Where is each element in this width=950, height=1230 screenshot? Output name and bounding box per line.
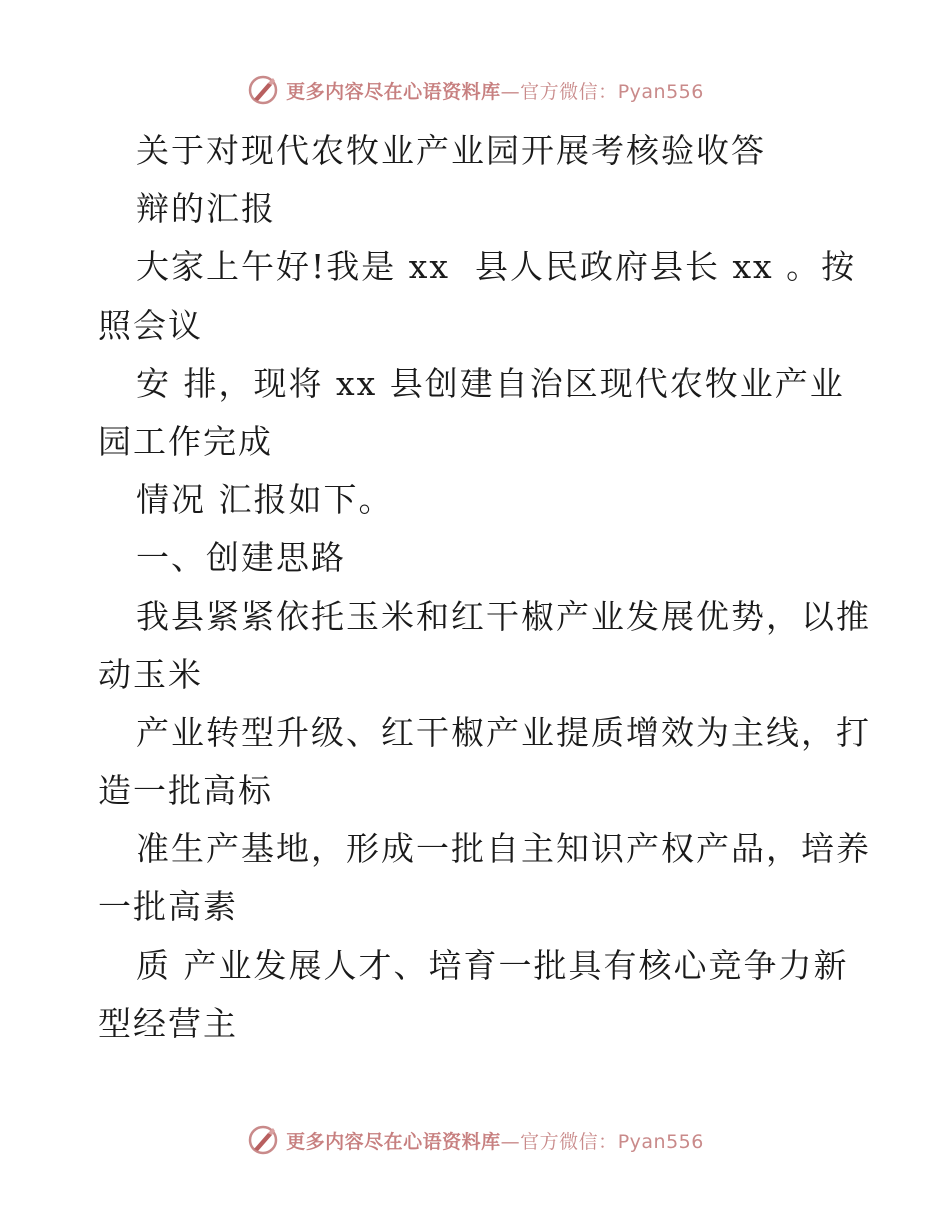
document-line: 动玉米 [98,654,203,694]
watermark-id: Pyan556 [617,1130,704,1153]
document-line: 质 产业发展人才、培育一批具有核心竞争力新 [136,945,849,985]
watermark-id: Pyan556 [617,80,704,103]
watermark-main: 更多内容尽在心语资料库 [286,1130,501,1153]
document-line: 园工作完成 [98,421,273,461]
header-watermark [0,70,950,110]
document-line: 安 排，现将 xx 县创建自治区现代农牧业产业 [136,363,845,403]
document-line: 大家上午好!我是 xx 县人民政府县长 xx 。按 [136,247,857,287]
watermark-label: 官方微信： [520,1130,618,1153]
pen-logo-icon [246,73,280,107]
watermark-text [286,1127,704,1154]
document-line: 准生产基地，形成一批自主知识产权产品，培养 [136,829,871,869]
document-line: 一批高素 [98,887,238,927]
watermark-separator: — [500,1130,521,1153]
watermark-separator: — [500,80,521,103]
pen-logo-icon [246,1123,280,1157]
document-line: 产业转型升级、红干椒产业提质增效为主线，打 [136,712,871,752]
document-line: 型经营主 [98,1003,238,1043]
document-line: 辩的汇报 [136,189,276,229]
document-line: 照会议 [98,305,203,345]
document-line: 情况 汇报如下。 [136,480,394,520]
watermark-main: 更多内容尽在心语资料库 [286,80,501,103]
document-body [98,122,871,1053]
document-line: 一、创建思路 [136,538,346,578]
document-line: 关于对现代农牧业产业园开展考核验收答 [136,131,766,170]
watermark-label: 官方微信： [520,80,618,103]
document-line: 我县紧紧依托玉米和红干椒产业发展优势，以推 [136,596,871,636]
document-line: 造一批高标 [98,771,273,811]
footer-watermark [0,1120,950,1160]
watermark-text [286,77,704,104]
